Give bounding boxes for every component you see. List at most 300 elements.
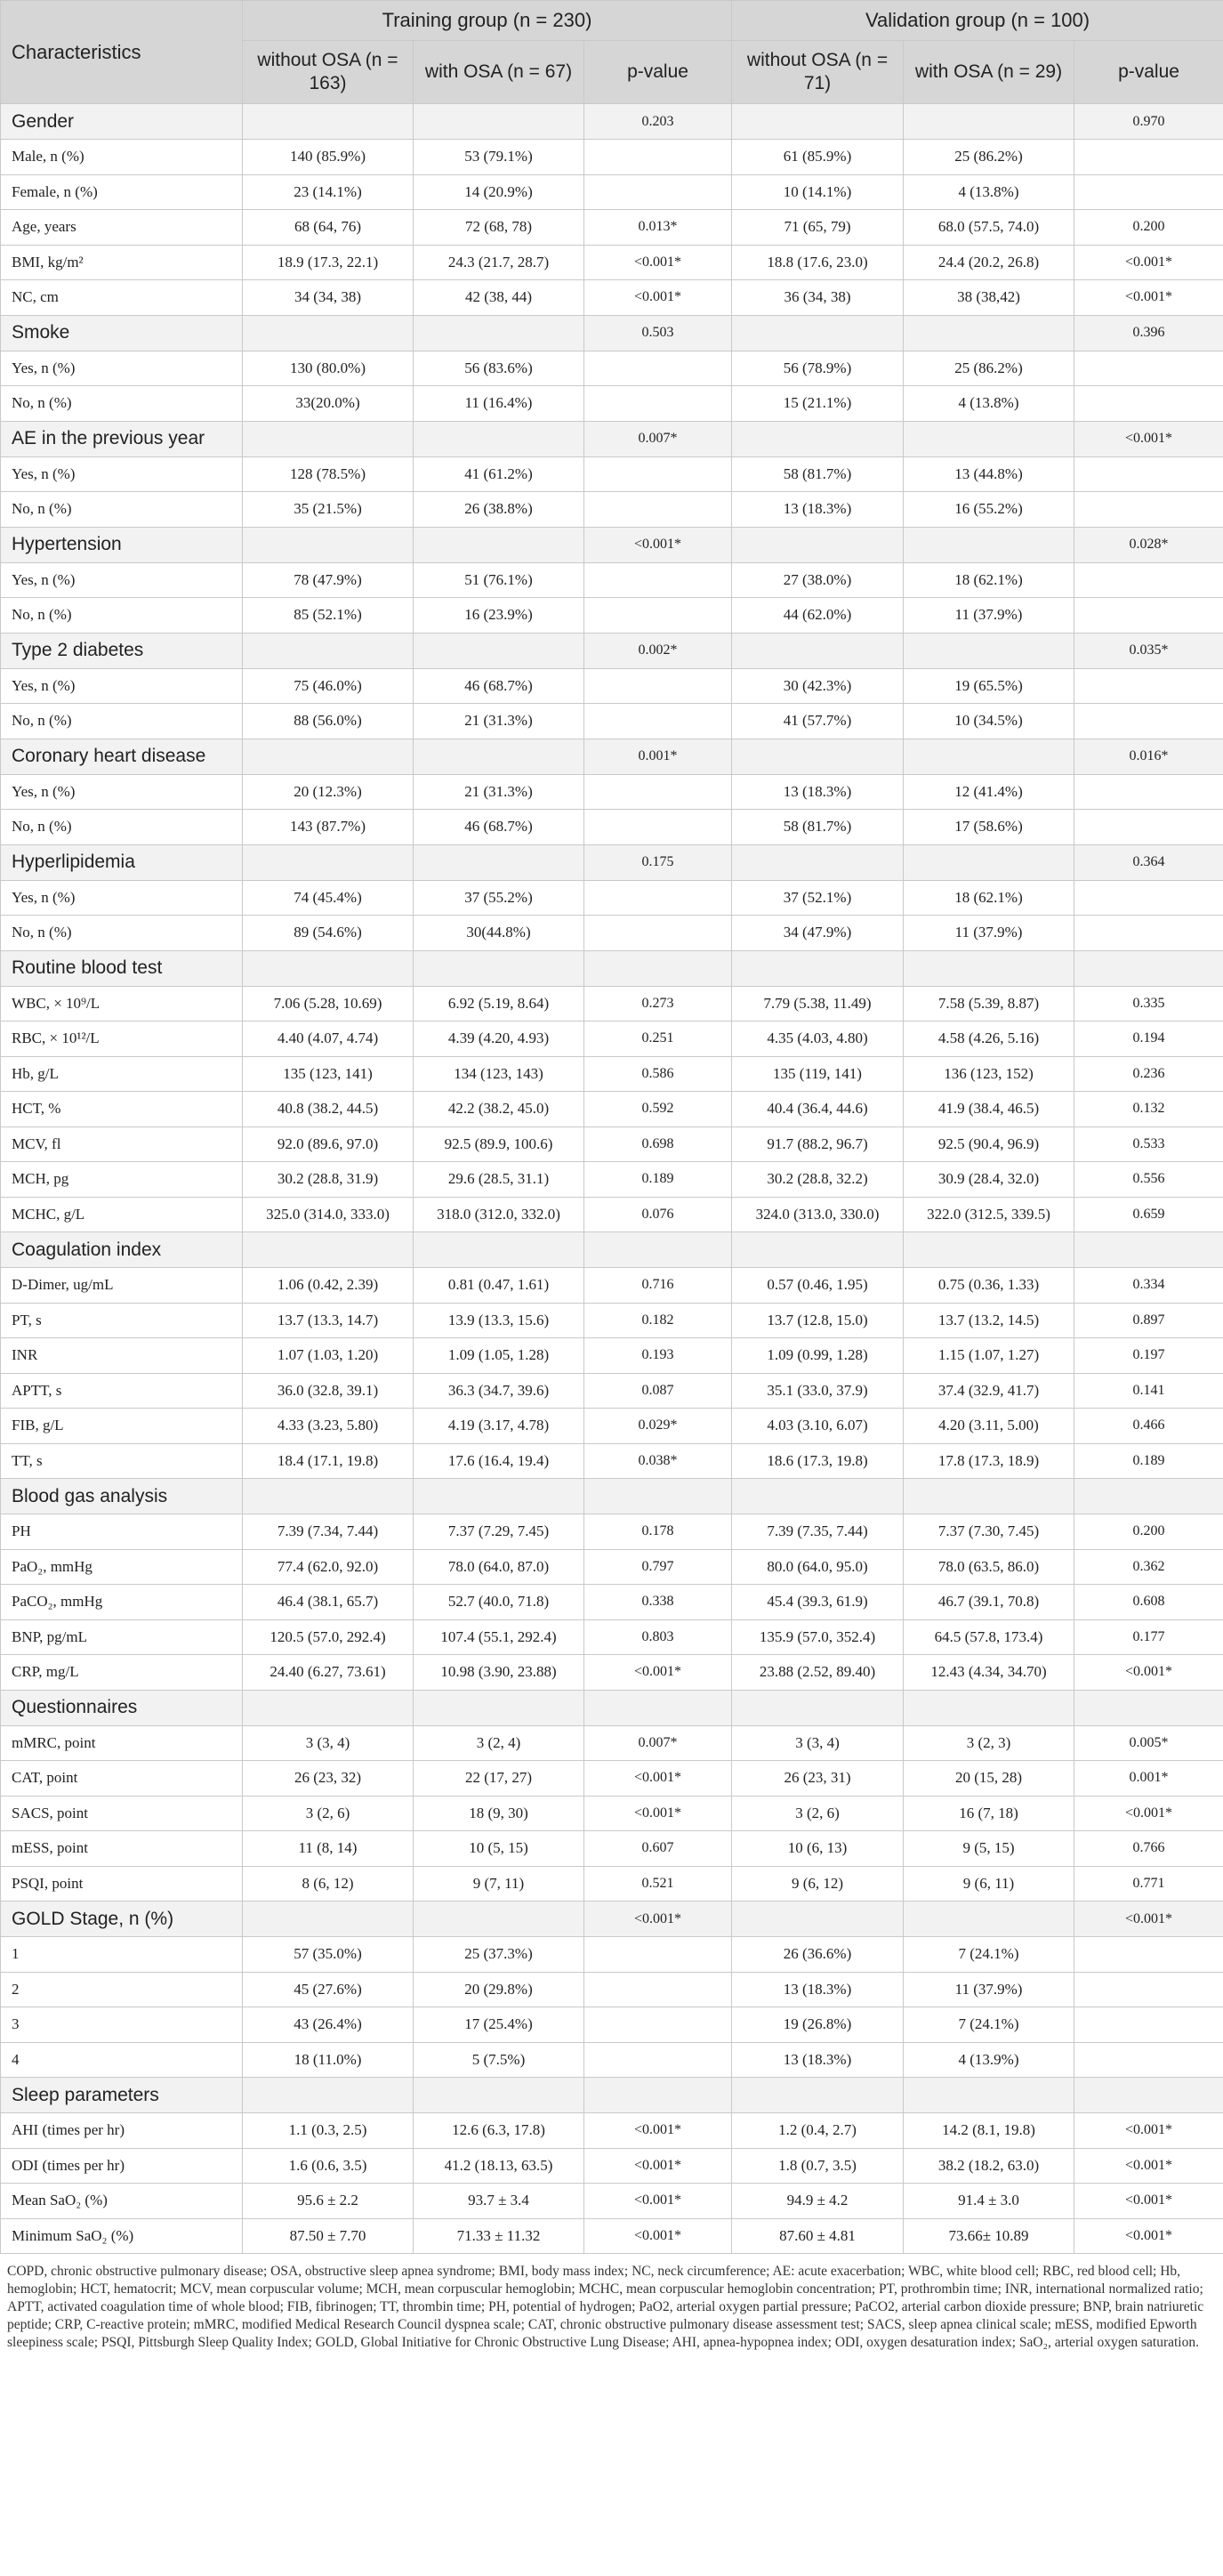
training-p-value-cell: 0.716	[584, 1268, 732, 1304]
validation-p-value-cell: 0.466	[1074, 1409, 1223, 1444]
training-with-osa-cell: 24.3 (21.7, 28.7)	[414, 245, 584, 280]
row-label: MCV, fl	[1, 1126, 243, 1162]
training-p-value-cell: 0.803	[584, 1619, 732, 1655]
training-p-value-cell: 0.087	[584, 1373, 732, 1409]
validation-with-osa-cell: 322.0 (312.5, 339.5)	[904, 1197, 1074, 1232]
training-p-value-cell: 0.182	[584, 1303, 732, 1338]
training-with-osa-cell: 21 (31.3%)	[414, 704, 584, 739]
validation-with-osa-cell: 91.4 ± 3.0	[904, 2184, 1074, 2219]
training-without-osa-cell: 7.06 (5.28, 10.69)	[243, 986, 414, 1022]
validation-p-value-cell: 0.197	[1074, 1338, 1223, 1374]
training-without-osa-cell: 4.40 (4.07, 4.74)	[243, 1022, 414, 1057]
training-with-osa-cell: 17 (25.4%)	[414, 2007, 584, 2043]
row-label: WBC, × 10⁹/L	[1, 986, 243, 1022]
validation-without-osa-cell: 91.7 (88.2, 96.7)	[732, 1126, 904, 1162]
validation-without-osa-cell: 15 (21.1%)	[732, 386, 904, 422]
header-row-groups	[1, 1, 1223, 41]
validation-without-osa-cell: 9 (6, 12)	[732, 1866, 904, 1902]
validation-with-osa-cell: 25 (86.2%)	[904, 351, 1074, 386]
training-p-value-cell	[584, 2078, 732, 2113]
row-label: Yes, n (%)	[1, 456, 243, 492]
validation-p-value-cell: 0.005*	[1074, 1725, 1223, 1761]
empty-cell	[732, 1232, 904, 1268]
section-header-row	[1, 2078, 1223, 2113]
table-row	[1, 1549, 1223, 1585]
training-with-osa-cell: 12.6 (6.3, 17.8)	[414, 2113, 584, 2149]
training-without-osa-cell: 74 (45.4%)	[243, 880, 414, 916]
empty-cell	[243, 1902, 414, 1937]
row-label: BNP, pg/mL	[1, 1619, 243, 1655]
header-characteristics: Characteristics	[1, 1, 243, 104]
validation-without-osa-cell: 13 (18.3%)	[732, 2042, 904, 2078]
row-label: PH	[1, 1514, 243, 1550]
validation-without-osa-cell: 135.9 (57.0, 352.4)	[732, 1619, 904, 1655]
empty-cell	[732, 1479, 904, 1514]
validation-p-value-cell: 0.001*	[1074, 1761, 1223, 1797]
training-with-osa-cell: 42.2 (38.2, 45.0)	[414, 1092, 584, 1127]
row-label: Yes, n (%)	[1, 774, 243, 810]
table-row	[1, 2218, 1223, 2254]
table-row	[1, 1796, 1223, 1831]
validation-with-osa-cell: 19 (65.5%)	[904, 668, 1074, 704]
validation-p-value-cell: 0.897	[1074, 1303, 1223, 1338]
validation-p-value-cell: 0.396	[1074, 315, 1223, 351]
validation-without-osa-cell: 36 (34, 38)	[732, 280, 904, 316]
row-label: CAT, point	[1, 1761, 243, 1797]
training-with-osa-cell: 25 (37.3%)	[414, 1937, 584, 1973]
row-label: PaO₂, mmHg	[1, 1549, 243, 1585]
empty-cell	[243, 1690, 414, 1725]
training-with-osa-cell: 17.6 (16.4, 19.4)	[414, 1443, 584, 1479]
training-with-osa-cell: 10 (5, 15)	[414, 1831, 584, 1867]
validation-with-osa-cell: 7.37 (7.30, 7.45)	[904, 1514, 1074, 1550]
table-row	[1, 2007, 1223, 2043]
validation-with-osa-cell: 73.66± 10.89	[904, 2218, 1074, 2254]
training-without-osa-cell: 40.8 (38.2, 44.5)	[243, 1092, 414, 1127]
row-label: Minimum SaO₂ (%)	[1, 2218, 243, 2254]
empty-cell	[414, 315, 584, 351]
validation-with-osa-cell: 136 (123, 152)	[904, 1056, 1074, 1092]
training-without-osa-cell: 140 (85.9%)	[243, 140, 414, 175]
validation-p-value-cell: 0.533	[1074, 1126, 1223, 1162]
empty-cell	[904, 421, 1074, 456]
validation-without-osa-cell: 18.6 (17.3, 19.8)	[732, 1443, 904, 1479]
row-label: INR	[1, 1338, 243, 1374]
validation-without-osa-cell: 30.2 (28.8, 32.2)	[732, 1162, 904, 1198]
training-without-osa-cell: 1.06 (0.42, 2.39)	[243, 1268, 414, 1304]
validation-p-value-cell	[1074, 174, 1223, 210]
table-row	[1, 774, 1223, 810]
training-p-value-cell: 0.189	[584, 1162, 732, 1198]
validation-without-osa-cell: 61 (85.9%)	[732, 140, 904, 175]
validation-with-osa-cell: 10 (34.5%)	[904, 704, 1074, 739]
training-without-osa-cell: 143 (87.7%)	[243, 810, 414, 845]
table-row	[1, 1373, 1223, 1409]
validation-with-osa-cell: 64.5 (57.8, 173.4)	[904, 1619, 1074, 1655]
empty-cell	[243, 950, 414, 986]
table-row	[1, 668, 1223, 704]
row-label: mMRC, point	[1, 1725, 243, 1761]
validation-p-value-cell: 0.766	[1074, 1831, 1223, 1867]
validation-without-osa-cell: 87.60 ± 4.81	[732, 2218, 904, 2254]
validation-p-value-cell	[1074, 704, 1223, 739]
validation-p-value-cell	[1074, 668, 1223, 704]
training-with-osa-cell: 29.6 (28.5, 31.1)	[414, 1162, 584, 1198]
validation-p-value-cell: 0.035*	[1074, 633, 1223, 668]
training-p-value-cell	[584, 2007, 732, 2043]
training-with-osa-cell: 71.33 ± 11.32	[414, 2218, 584, 2254]
training-p-value-cell: 0.273	[584, 986, 732, 1022]
training-with-osa-cell: 5 (7.5%)	[414, 2042, 584, 2078]
row-label: HCT, %	[1, 1092, 243, 1127]
table-row	[1, 986, 1223, 1022]
validation-p-value-cell: 0.335	[1074, 986, 1223, 1022]
table-row	[1, 704, 1223, 739]
empty-cell	[414, 1479, 584, 1514]
validation-p-value-cell: <0.001*	[1074, 280, 1223, 316]
empty-cell	[904, 844, 1074, 880]
training-with-osa-cell: 36.3 (34.7, 39.6)	[414, 1373, 584, 1409]
section-header-row	[1, 1232, 1223, 1268]
validation-without-osa-cell: 324.0 (313.0, 330.0)	[732, 1197, 904, 1232]
empty-cell	[732, 950, 904, 986]
row-label: TT, s	[1, 1443, 243, 1479]
row-label: PaCO₂, mmHg	[1, 1585, 243, 1620]
validation-with-osa-cell: 4 (13.8%)	[904, 386, 1074, 422]
training-with-osa-cell: 9 (7, 11)	[414, 1866, 584, 1902]
training-without-osa-cell: 78 (47.9%)	[243, 562, 414, 598]
training-p-value-cell: 0.203	[584, 104, 732, 140]
empty-cell	[732, 315, 904, 351]
training-with-osa-cell: 6.92 (5.19, 8.64)	[414, 986, 584, 1022]
validation-with-osa-cell: 1.15 (1.07, 1.27)	[904, 1338, 1074, 1374]
training-with-osa-cell: 11 (16.4%)	[414, 386, 584, 422]
training-p-value-cell	[584, 774, 732, 810]
section-header-row	[1, 315, 1223, 351]
section-header-row	[1, 1479, 1223, 1514]
table-row	[1, 1303, 1223, 1338]
table-row	[1, 386, 1223, 422]
training-without-osa-cell: 68 (64, 76)	[243, 210, 414, 246]
validation-without-osa-cell: 10 (14.1%)	[732, 174, 904, 210]
row-label: No, n (%)	[1, 386, 243, 422]
empty-cell	[414, 104, 584, 140]
validation-with-osa-cell: 9 (5, 15)	[904, 1831, 1074, 1867]
table-row	[1, 1585, 1223, 1620]
training-p-value-cell	[584, 386, 732, 422]
training-p-value-cell	[584, 810, 732, 845]
row-label: No, n (%)	[1, 810, 243, 845]
section-label: Routine blood test	[1, 950, 243, 986]
validation-with-osa-cell: 4.20 (3.11, 5.00)	[904, 1409, 1074, 1444]
validation-p-value-cell: 0.659	[1074, 1197, 1223, 1232]
training-without-osa-cell: 1.1 (0.3, 2.5)	[243, 2113, 414, 2149]
validation-without-osa-cell: 45.4 (39.3, 61.9)	[732, 1585, 904, 1620]
header-training-without-osa: without OSA (n = 163)	[243, 41, 414, 104]
training-p-value-cell	[584, 456, 732, 492]
training-with-osa-cell: 41 (61.2%)	[414, 456, 584, 492]
section-header-row	[1, 844, 1223, 880]
training-p-value-cell: <0.001*	[584, 527, 732, 562]
empty-cell	[414, 950, 584, 986]
row-label: Male, n (%)	[1, 140, 243, 175]
validation-without-osa-cell: 13.7 (12.8, 15.0)	[732, 1303, 904, 1338]
training-p-value-cell: 0.007*	[584, 421, 732, 456]
validation-with-osa-cell: 41.9 (38.4, 46.5)	[904, 1092, 1074, 1127]
validation-with-osa-cell: 9 (6, 11)	[904, 1866, 1074, 1902]
validation-p-value-cell	[1074, 1937, 1223, 1973]
training-p-value-cell	[584, 1972, 732, 2007]
row-label: MCHC, g/L	[1, 1197, 243, 1232]
validation-p-value-cell	[1074, 1479, 1223, 1514]
row-label: MCH, pg	[1, 1162, 243, 1198]
training-without-osa-cell: 88 (56.0%)	[243, 704, 414, 739]
training-without-osa-cell: 18.9 (17.3, 22.1)	[243, 245, 414, 280]
row-label: PT, s	[1, 1303, 243, 1338]
validation-p-value-cell: 0.189	[1074, 1443, 1223, 1479]
table-row	[1, 1619, 1223, 1655]
training-p-value-cell: 0.797	[584, 1549, 732, 1585]
validation-without-osa-cell: 27 (38.0%)	[732, 562, 904, 598]
training-with-osa-cell: 1.09 (1.05, 1.28)	[414, 1338, 584, 1374]
empty-cell	[243, 421, 414, 456]
table-row	[1, 492, 1223, 528]
table-footnote: COPD, chronic obstructive pulmonary disease; OSA, obstructive sleep apnea syndrome; BMI, body mass index; NC, neck circumference; AE: acute exacerbation; WBC, white blood cell; RBC, red blood cell; Hb, hemoglobin; HCT, hematocrit; MCV, mean corpuscular volume; MCH, mean corpuscular hemoglobin; MCHC, mean corpuscular hemoglobin concentration; PT, prothrombin time; INR, international normalized ratio; APTT, activated coagulation time of whole blood; FIB, fibrinogen; TT, thrombin time; PH, potential of hydrogen; PaO2, arterial oxygen partial pressure; PaCO2, arterial carbon dioxide pressure; BNP, brain natriuretic peptide; CRP, C-reactive protein; mMRC, modified Medical Research Council dyspnea scale; CAT, chronic obstructive pulmonary disease assessment test; SACS, sleep apnea clinical scale; mESS, modified Epworth sleepiness scale; PSQI, Pittsburgh Sleep Quality Index; GOLD, Global Initiative for Chronic Obstructive Lung Disease; AHI, apnea-hypopnea index; ODI, oxygen desaturation index; SaO₂, arterial oxygen saturation.	[7, 2264, 1204, 2350]
validation-with-osa-cell: 4 (13.8%)	[904, 174, 1074, 210]
training-without-osa-cell: 26 (23, 32)	[243, 1761, 414, 1797]
validation-with-osa-cell: 4.58 (4.26, 5.16)	[904, 1022, 1074, 1057]
table-row	[1, 1197, 1223, 1232]
validation-with-osa-cell: 20 (15, 28)	[904, 1761, 1074, 1797]
validation-with-osa-cell: 68.0 (57.5, 74.0)	[904, 210, 1074, 246]
training-without-osa-cell: 3 (3, 4)	[243, 1725, 414, 1761]
training-p-value-cell: 0.592	[584, 1092, 732, 1127]
validation-without-osa-cell: 3 (3, 4)	[732, 1725, 904, 1761]
training-without-osa-cell: 35 (21.5%)	[243, 492, 414, 528]
empty-cell	[414, 527, 584, 562]
training-with-osa-cell: 93.7 ± 3.4	[414, 2184, 584, 2219]
row-label: ODI (times per hr)	[1, 2148, 243, 2184]
table-row	[1, 1443, 1223, 1479]
empty-cell	[243, 739, 414, 774]
validation-p-value-cell	[1074, 1972, 1223, 2007]
training-p-value-cell	[584, 562, 732, 598]
section-label: GOLD Stage, n (%)	[1, 1902, 243, 1937]
table-row	[1, 351, 1223, 386]
training-with-osa-cell: 56 (83.6%)	[414, 351, 584, 386]
empty-cell	[732, 2078, 904, 2113]
validation-with-osa-cell: 30.9 (28.4, 32.0)	[904, 1162, 1074, 1198]
validation-with-osa-cell: 46.7 (39.1, 70.8)	[904, 1585, 1074, 1620]
row-label: Mean SaO₂ (%)	[1, 2184, 243, 2219]
empty-cell	[243, 315, 414, 351]
row-label: No, n (%)	[1, 598, 243, 634]
validation-p-value-cell	[1074, 456, 1223, 492]
validation-without-osa-cell: 41 (57.7%)	[732, 704, 904, 739]
training-p-value-cell	[584, 950, 732, 986]
table-row	[1, 2184, 1223, 2219]
empty-cell	[732, 1902, 904, 1937]
validation-with-osa-cell: 78.0 (63.5, 86.0)	[904, 1549, 1074, 1585]
table-row	[1, 1162, 1223, 1198]
validation-without-osa-cell: 26 (23, 31)	[732, 1761, 904, 1797]
table-row	[1, 562, 1223, 598]
row-label: PSQI, point	[1, 1866, 243, 1902]
validation-p-value-cell	[1074, 2042, 1223, 2078]
validation-p-value-cell: <0.001*	[1074, 1796, 1223, 1831]
validation-p-value-cell: 0.200	[1074, 210, 1223, 246]
validation-without-osa-cell: 44 (62.0%)	[732, 598, 904, 634]
training-with-osa-cell: 46 (68.7%)	[414, 668, 584, 704]
training-p-value-cell: 0.178	[584, 1514, 732, 1550]
training-without-osa-cell: 3 (2, 6)	[243, 1796, 414, 1831]
validation-with-osa-cell: 38.2 (18.2, 63.0)	[904, 2148, 1074, 2184]
training-p-value-cell: 0.698	[584, 1126, 732, 1162]
empty-cell	[732, 421, 904, 456]
training-with-osa-cell: 41.2 (18.13, 63.5)	[414, 2148, 584, 2184]
row-label: Yes, n (%)	[1, 668, 243, 704]
row-label: SACS, point	[1, 1796, 243, 1831]
training-p-value-cell: <0.001*	[584, 2148, 732, 2184]
training-without-osa-cell: 34 (34, 38)	[243, 280, 414, 316]
training-p-value-cell	[584, 492, 732, 528]
validation-with-osa-cell: 12.43 (4.34, 34.70)	[904, 1655, 1074, 1691]
validation-p-value-cell: 0.028*	[1074, 527, 1223, 562]
training-with-osa-cell: 16 (23.9%)	[414, 598, 584, 634]
empty-cell	[732, 527, 904, 562]
validation-p-value-cell: 0.200	[1074, 1514, 1223, 1550]
empty-cell	[732, 844, 904, 880]
validation-p-value-cell: 0.334	[1074, 1268, 1223, 1304]
section-label: Coagulation index	[1, 1232, 243, 1268]
training-without-osa-cell: 77.4 (62.0, 92.0)	[243, 1549, 414, 1585]
validation-with-osa-cell: 3 (2, 3)	[904, 1725, 1074, 1761]
training-without-osa-cell: 120.5 (57.0, 292.4)	[243, 1619, 414, 1655]
validation-p-value-cell	[1074, 598, 1223, 634]
table-row	[1, 1831, 1223, 1867]
training-with-osa-cell: 53 (79.1%)	[414, 140, 584, 175]
table-row	[1, 1761, 1223, 1797]
validation-p-value-cell: 0.016*	[1074, 739, 1223, 774]
validation-with-osa-cell: 17 (58.6%)	[904, 810, 1074, 845]
validation-with-osa-cell: 18 (62.1%)	[904, 880, 1074, 916]
training-with-osa-cell: 318.0 (312.0, 332.0)	[414, 1197, 584, 1232]
training-without-osa-cell: 23 (14.1%)	[243, 174, 414, 210]
training-p-value-cell: 0.503	[584, 315, 732, 351]
training-with-osa-cell: 72 (68, 78)	[414, 210, 584, 246]
validation-without-osa-cell: 1.2 (0.4, 2.7)	[732, 2113, 904, 2149]
table-row	[1, 174, 1223, 210]
training-with-osa-cell: 10.98 (3.90, 23.88)	[414, 1655, 584, 1691]
validation-with-osa-cell: 92.5 (90.4, 96.9)	[904, 1126, 1074, 1162]
validation-p-value-cell: <0.001*	[1074, 2218, 1223, 2254]
section-label: Coronary heart disease	[1, 739, 243, 774]
validation-without-osa-cell: 13 (18.3%)	[732, 1972, 904, 2007]
training-without-osa-cell: 75 (46.0%)	[243, 668, 414, 704]
training-without-osa-cell: 1.07 (1.03, 1.20)	[243, 1338, 414, 1374]
training-with-osa-cell: 51 (76.1%)	[414, 562, 584, 598]
table-row	[1, 280, 1223, 316]
validation-p-value-cell	[1074, 810, 1223, 845]
validation-without-osa-cell: 30 (42.3%)	[732, 668, 904, 704]
empty-cell	[904, 633, 1074, 668]
training-p-value-cell	[584, 1479, 732, 1514]
training-without-osa-cell: 130 (80.0%)	[243, 351, 414, 386]
training-p-value-cell: 0.076	[584, 1197, 732, 1232]
table-row	[1, 1056, 1223, 1092]
table-row	[1, 1937, 1223, 1973]
validation-with-osa-cell: 16 (7, 18)	[904, 1796, 1074, 1831]
training-with-osa-cell: 4.39 (4.20, 4.93)	[414, 1022, 584, 1057]
header-training-with-osa: with OSA (n = 67)	[414, 41, 584, 104]
training-without-osa-cell: 18.4 (17.1, 19.8)	[243, 1443, 414, 1479]
header-validation-p-value: p-value	[1074, 41, 1223, 104]
empty-cell	[904, 527, 1074, 562]
header-validation-with-osa: with OSA (n = 29)	[904, 41, 1074, 104]
validation-p-value-cell	[1074, 950, 1223, 986]
section-label: Hypertension	[1, 527, 243, 562]
training-p-value-cell	[584, 351, 732, 386]
validation-with-osa-cell: 7 (24.1%)	[904, 1937, 1074, 1973]
training-without-osa-cell: 92.0 (89.6, 97.0)	[243, 1126, 414, 1162]
training-without-osa-cell: 87.50 ± 7.70	[243, 2218, 414, 2254]
validation-p-value-cell: 0.771	[1074, 1866, 1223, 1902]
table-row	[1, 2042, 1223, 2078]
validation-p-value-cell: 0.132	[1074, 1092, 1223, 1127]
validation-without-osa-cell: 19 (26.8%)	[732, 2007, 904, 2043]
table-row	[1, 1268, 1223, 1304]
validation-without-osa-cell: 1.8 (0.7, 3.5)	[732, 2148, 904, 2184]
validation-without-osa-cell: 56 (78.9%)	[732, 351, 904, 386]
section-header-row	[1, 527, 1223, 562]
validation-p-value-cell: 0.556	[1074, 1162, 1223, 1198]
training-with-osa-cell: 30(44.8%)	[414, 916, 584, 951]
section-header-row	[1, 633, 1223, 668]
validation-with-osa-cell: 25 (86.2%)	[904, 140, 1074, 175]
table-row	[1, 598, 1223, 634]
validation-p-value-cell: 0.970	[1074, 104, 1223, 140]
training-p-value-cell	[584, 1690, 732, 1725]
training-p-value-cell: <0.001*	[584, 2113, 732, 2149]
training-p-value-cell	[584, 598, 732, 634]
section-label: Questionnaires	[1, 1690, 243, 1725]
training-p-value-cell	[584, 1937, 732, 1973]
validation-p-value-cell	[1074, 492, 1223, 528]
validation-without-osa-cell: 71 (65, 79)	[732, 210, 904, 246]
validation-p-value-cell: 0.236	[1074, 1056, 1223, 1092]
table-row	[1, 245, 1223, 280]
training-p-value-cell: 0.607	[584, 1831, 732, 1867]
table-row	[1, 1338, 1223, 1374]
training-with-osa-cell: 92.5 (89.9, 100.6)	[414, 1126, 584, 1162]
row-label: No, n (%)	[1, 704, 243, 739]
table-row	[1, 1972, 1223, 2007]
training-p-value-cell: 0.586	[584, 1056, 732, 1092]
validation-p-value-cell: <0.001*	[1074, 2148, 1223, 2184]
validation-without-osa-cell: 37 (52.1%)	[732, 880, 904, 916]
table-row	[1, 880, 1223, 916]
row-label: No, n (%)	[1, 492, 243, 528]
empty-cell	[904, 1690, 1074, 1725]
validation-with-osa-cell: 4 (13.9%)	[904, 2042, 1074, 2078]
empty-cell	[243, 104, 414, 140]
empty-cell	[732, 104, 904, 140]
validation-p-value-cell: 0.608	[1074, 1585, 1223, 1620]
validation-with-osa-cell: 14.2 (8.1, 19.8)	[904, 2113, 1074, 2149]
training-p-value-cell: <0.001*	[584, 2218, 732, 2254]
validation-without-osa-cell: 10 (6, 13)	[732, 1831, 904, 1867]
section-label: Gender	[1, 104, 243, 140]
